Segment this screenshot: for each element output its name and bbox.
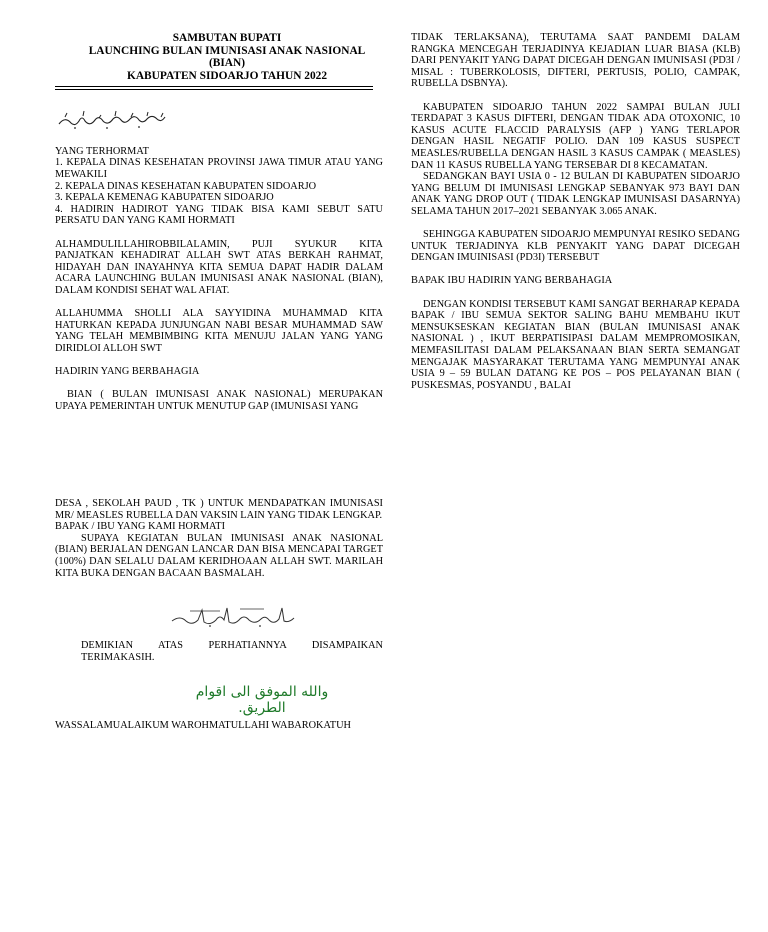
- title-line-3: (BIAN): [208, 57, 246, 70]
- paragraph-harapan: DENGAN KONDISI TERSEBUT KAMI SANGAT BERHARAP KEPADA BAPAK / IBU SEMUA SEKTOR SALING BAHU MEMBAHU IKUT MENSUKSESKAN KEGIATAN BIAN (BULAN IMUNISASI ANAK NASIONAL ) , IKUT BERPATISIPASI DALAM MEMPROMOSIKAN, MEMFASILITASI DALAM PELAKSANAAN BIAN SERTA SEMANGAT MENGAJAK MASYARAKAT TERUTAMA YANG MEMPUNYAI ANAK USIA 9 – 59 BULAN DATANG KE POS – POS PELAYANAN BIAN ( PUSKESMAS, POSYANDU , BALAI: [411, 298, 740, 391]
- paragraph-demikian: DEMIKIAN ATAS PERHATIANNYA DISAMPAIKAN TERIMAKASIH.: [81, 640, 383, 663]
- heading-bapak-ibu-hormati: BAPAK / IBU YANG KAMI HORMATI: [55, 521, 226, 533]
- paragraph-bian-intro: BIAN ( BULAN IMUNISASI ANAK NASIONAL) MERUPAKAN UPAYA PEMERINTAH UNTUK MENUTUP GAP (IMUNISASI YANG: [55, 389, 383, 412]
- left-column: [55, 32, 383, 413]
- greeting-header: YANG TERHORMAT: [55, 145, 149, 157]
- closing-wassalam: WASSALAMUALAIKUM WAROHMATULLAHI WABAROKATUH: [55, 720, 351, 731]
- greeting-item-3: 3. KEPALA KEMENAG KABUPATEN SIDOARJO: [55, 192, 274, 204]
- title-line-2: LAUNCHING BULAN IMUNISASI ANAK NASIONAL: [88, 44, 366, 57]
- title-divider: [55, 86, 373, 90]
- title-line-4: KABUPATEN SIDOARJO TAHUN 2022: [126, 69, 328, 82]
- title-line-1: SAMBUTAN BUPATI: [172, 32, 282, 44]
- greeting-item-2: 2. KEPALA DINAS KESEHATAN KABUPATEN SIDOARJO: [55, 180, 317, 192]
- paragraph-alhamdulillah: ALHAMDULILLAHIROBBILALAMIN, PUJI SYUKUR KITA PANJATKAN KEHADIRAT ALLAH SWT ATAS BERKAH RAHMAT, HIDAYAH DAN INAYAHNYA KITA SEMUA DAPAT HADIR DALAM ACARA LAUNCHING BULAN IMUNISASI ANAK NASIONAL (BIAN), DALAM KONDISI SEHAT WAL AFIAT.: [55, 238, 383, 296]
- greeting-item-4: 4. HADIRIN HADIROT YANG TIDAK BISA KAMI SEBUT SATU PERSATU DAN YANG KAMI HORMATI: [55, 203, 383, 227]
- paragraph-supaya: SUPAYA KEGIATAN BULAN IMUNISASI ANAK NASIONAL (BIAN) BERJALAN DENGAN LANCAR DAN BISA MENCAPAI TARGET (100%) DAN SELALU DALAM KERIDHOAAN ALLAH SWT. MARILAH KITA BUKA DENGAN BACAAN BASMALAH.: [55, 532, 383, 579]
- paragraph-resiko: SEHINGGA KABUPATEN SIDOARJO MEMPUNYAI RESIKO SEDANG UNTUK TERJADINYA KLB PENYAKIT YANG DAPAT DICEGAH DENGAN IMUINISASI (PD3I) TERSEBUT: [411, 229, 740, 264]
- left-bottom-column: [55, 498, 383, 579]
- closing-arabic: والله الموفق الى اقوام الطريق.: [195, 684, 329, 716]
- paragraph-bayi: SEDANGKAN BAYI USIA 0 - 12 BULAN DI KABUPATEN SIDOARJO YANG BELUM DI IMUNISASI LENGKAP SEBANYAK 973 BAYI DAN ANAK YANG DROP OUT ( TIDAK LENGKAP IMUNISASI DASARNYA) SELAMA TAHUN 2017–2021 SEBANYAK 3.065 ANAK.: [411, 171, 740, 217]
- paragraph-desa: DESA , SEKOLAH PAUD , TK ) UNTUK MENDAPATKAN IMUNISASI MR/ MEASLES RUBELLA DAN VAKSIN LAIN YANG TIDAK LENGKAP.: [55, 498, 383, 521]
- heading-bapak-ibu: BAPAK IBU HADIRIN YANG BERBAHAGIA: [411, 275, 613, 287]
- right-column: [411, 32, 740, 391]
- paragraph-sholawat: ALLAHUMMA SHOLLI ALA SAYYIDINA MUHAMMAD KITA HATURKAN KEPADA JUNJUNGAN NABI BESAR MUHAMMAD SAW YANG TELAH MEMBIMBING KITA MENUJU JALAN YANG YANG DIRIDLOI ALLOH SWT: [55, 308, 383, 354]
- basmalah-calligraphy: [170, 603, 300, 629]
- greeting-item-1: 1. KEPALA DINAS KESEHATAN PROVINSI JAWA TIMUR ATAU YANG MEWAKILI: [55, 157, 383, 181]
- paragraph-klb: TIDAK TERLAKSANA), TERUTAMA SAAT PANDEMI DALAM RANGKA MENCEGAH TERJADINYA KEJADIAN LUAR BIASA (KLB) DARI PENYAKIT YANG DAPAT DICEGAH DENGAN IMUNISASI (PD3I / MISAL : TUBERKOLOSIS, DIFTERI, PERTUSIS, POLIO, CAMPAK, RUBELLA DSBNYA).: [411, 32, 740, 90]
- document-title: [65, 32, 389, 82]
- heading-hadirin: HADIRIN YANG BERBAHAGIA: [55, 366, 200, 378]
- salam-calligraphy: [55, 108, 175, 132]
- paragraph-kasus: KABUPATEN SIDOARJO TAHUN 2022 SAMPAI BULAN JULI TERDAPAT 3 KASUS DIFTERI, DENGAN TIDAK ADA OTOXONIC, 10 KASUS ACUTE FLACCID PARALYSIS (AFP ) YANG TERLAPOR DENGAN HASIL NEGATIF POLIO. DAN 109 KASUS SUSPECT MEASLES/RUBELLA DENGAN HASIL 3 KASUS CAMPAK ( MEASLES) DAN 11 KASUS RUBELLA YANG TERSEBAR DI 8 KECAMATAN.: [411, 101, 740, 171]
